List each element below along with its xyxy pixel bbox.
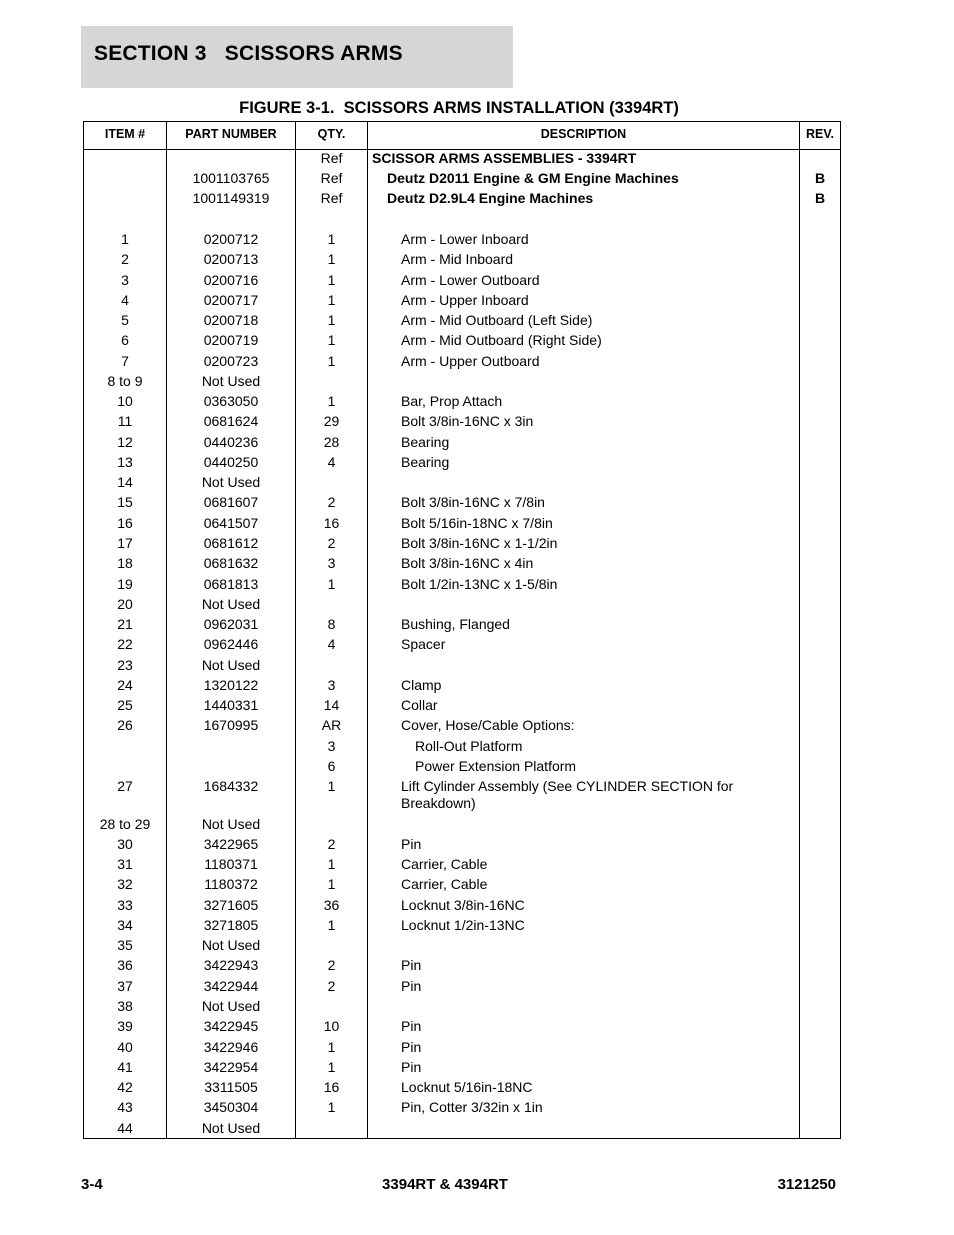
item-number-cell: 12 xyxy=(117,434,133,450)
item-number-cell: 25 xyxy=(117,697,133,713)
part-number-cell: 1180371 xyxy=(204,856,258,872)
part-number-cell: Not Used xyxy=(201,937,261,953)
rev-cell: B xyxy=(814,170,826,186)
item-number-cell: 26 xyxy=(117,717,133,733)
part-number-cell: 3422946 xyxy=(203,1039,259,1055)
description-cell: Collar xyxy=(401,697,438,713)
description-cell: Spacer xyxy=(401,636,446,652)
description-cell: Bolt 3/8in-16NC x 3in xyxy=(401,413,534,429)
part-number-cell: 1320122 xyxy=(203,677,259,693)
part-number-cell: Not Used xyxy=(201,816,261,832)
item-number-cell: 3 xyxy=(121,272,129,288)
item-number-cell: 21 xyxy=(117,616,133,632)
description-cell: Bolt 1/2in-13NC x 1-5/8in xyxy=(401,576,558,592)
qty-cell: 36 xyxy=(323,897,340,913)
part-number-cell: 0641507 xyxy=(203,515,259,531)
item-number-cell: 18 xyxy=(117,555,133,571)
footer-model: 3394RT & 4394RT xyxy=(382,1176,508,1193)
part-number-cell: 0363050 xyxy=(203,393,259,409)
item-number-cell: 8 to 9 xyxy=(107,373,143,389)
description-cell: Pin xyxy=(401,978,422,994)
description-cell: Deutz D2011 Engine & GM Engine Machines xyxy=(387,170,679,186)
part-number-cell: 0962031 xyxy=(203,616,259,632)
part-number-cell: 0200712 xyxy=(203,231,259,247)
item-number-cell: 10 xyxy=(117,393,133,409)
part-number-cell: 0440236 xyxy=(203,434,259,450)
qty-cell: 14 xyxy=(323,697,340,713)
qty-cell: 2 xyxy=(327,978,336,994)
qty-cell: Ref xyxy=(320,150,343,166)
description-cell: Roll-Out Platform xyxy=(415,738,523,754)
description-cell: Cover, Hose/Cable Options: xyxy=(401,717,575,733)
qty-cell: 4 xyxy=(327,636,336,652)
description-cell: Arm - Lower Inboard xyxy=(401,231,529,247)
description-cell: Arm - Mid Inboard xyxy=(401,251,514,267)
part-number-cell: 0681612 xyxy=(203,535,259,551)
part-number-cell: 0200723 xyxy=(203,353,259,369)
part-number-cell: 0681632 xyxy=(203,555,259,571)
qty-cell: 1 xyxy=(327,576,336,592)
description-cell: Arm - Lower Outboard xyxy=(401,272,540,288)
part-number-cell: 0962446 xyxy=(203,636,259,652)
qty-cell: 10 xyxy=(323,1018,340,1034)
qty-cell: 8 xyxy=(327,616,336,632)
item-number-cell: 14 xyxy=(117,474,133,490)
item-number-cell: 19 xyxy=(117,576,133,592)
item-number-cell: 44 xyxy=(117,1120,133,1136)
item-number-cell: 37 xyxy=(117,978,133,994)
part-number-cell: Not Used xyxy=(201,373,261,389)
description-cell: Pin xyxy=(401,836,422,852)
qty-cell: 1 xyxy=(327,312,336,328)
figure-title: FIGURE 3-1. SCISSORS ARMS INSTALLATION (3394RT) xyxy=(239,99,679,117)
parts-table xyxy=(83,121,841,1139)
part-number-cell: 1684332 xyxy=(203,778,259,794)
part-number-cell: 3422945 xyxy=(203,1018,259,1034)
qty-cell: 1 xyxy=(327,272,336,288)
item-number-cell: 28 to 29 xyxy=(99,816,151,832)
description-cell: Clamp xyxy=(401,677,442,693)
description-cell: Bearing xyxy=(401,434,450,450)
description-cell: SCISSOR ARMS ASSEMBLIES - 3394RT xyxy=(372,150,637,166)
qty-cell: 16 xyxy=(323,515,340,531)
column-divider xyxy=(799,122,800,1138)
item-number-cell: 34 xyxy=(117,917,133,933)
description-cell: Pin xyxy=(401,1059,422,1075)
description-cell: Pin xyxy=(401,1039,422,1055)
description-cell: Carrier, Cable xyxy=(401,856,488,872)
description-cell: Arm - Upper Inboard xyxy=(401,292,529,308)
description-cell: Arm - Upper Outboard xyxy=(401,353,540,369)
part-number-cell: Not Used xyxy=(201,596,261,612)
footer-page-number: 3-4 xyxy=(81,1176,103,1193)
qty-cell: 28 xyxy=(323,434,340,450)
item-number-cell: 4 xyxy=(121,292,129,308)
description-cell: Power Extension Platform xyxy=(415,758,577,774)
description-cell: Arm - Mid Outboard (Right Side) xyxy=(401,332,602,348)
part-number-cell: 3450304 xyxy=(203,1099,259,1115)
item-number-cell: 30 xyxy=(117,836,133,852)
item-number-cell: 40 xyxy=(117,1039,133,1055)
qty-cell: 6 xyxy=(327,758,336,774)
item-number-cell: 31 xyxy=(117,856,133,872)
description-cell: Carrier, Cable xyxy=(401,876,488,892)
qty-cell: 1 xyxy=(327,332,336,348)
part-number-cell: 1001149319 xyxy=(192,190,270,206)
qty-cell: 1 xyxy=(327,1099,336,1115)
qty-cell: Ref xyxy=(320,170,343,186)
part-number-cell: 3422943 xyxy=(203,957,259,973)
item-number-cell: 5 xyxy=(121,312,129,328)
part-number-cell: 3422965 xyxy=(203,836,259,852)
part-number-cell: 0200713 xyxy=(203,251,259,267)
description-cell: Bushing, Flanged xyxy=(401,616,510,632)
footer-doc-number: 3121250 xyxy=(777,1176,836,1193)
part-number-cell: Not Used xyxy=(201,474,261,490)
description-cell: Pin xyxy=(401,957,422,973)
item-number-cell: 15 xyxy=(117,494,133,510)
item-number-cell: 43 xyxy=(117,1099,133,1115)
qty-cell: 1 xyxy=(327,778,336,794)
description-cell: Deutz D2.9L4 Engine Machines xyxy=(387,190,594,206)
item-number-cell: 39 xyxy=(117,1018,133,1034)
item-number-cell: 36 xyxy=(117,957,133,973)
description-cell: Locknut 1/2in-13NC xyxy=(401,917,525,933)
item-number-cell: 32 xyxy=(117,876,133,892)
header-qty: QTY. xyxy=(317,127,346,141)
description-cell: Bolt 3/8in-16NC x 1-1/2in xyxy=(401,535,558,551)
qty-cell: 2 xyxy=(327,494,336,510)
part-number-cell: Not Used xyxy=(201,1120,261,1136)
qty-cell: 3 xyxy=(327,677,336,693)
qty-cell: 1 xyxy=(327,251,336,267)
column-divider xyxy=(367,122,368,1138)
header-part-number: PART NUMBER xyxy=(185,127,277,141)
qty-cell: Ref xyxy=(320,190,343,206)
part-number-cell: 0200716 xyxy=(203,272,259,288)
qty-cell: 1 xyxy=(327,876,336,892)
part-number-cell: 1670995 xyxy=(203,717,259,733)
description-cell: Bolt 5/16in-18NC x 7/8in xyxy=(401,515,553,531)
qty-cell: AR xyxy=(321,717,342,733)
part-number-cell: 3271805 xyxy=(203,917,259,933)
part-number-cell: 3422944 xyxy=(203,978,259,994)
header-item: ITEM # xyxy=(104,127,146,141)
qty-cell: 1 xyxy=(327,1039,336,1055)
item-number-cell: 1 xyxy=(121,231,129,247)
rev-cell: B xyxy=(814,190,826,206)
item-number-cell: 38 xyxy=(117,998,133,1014)
part-number-cell: 0681607 xyxy=(203,494,259,510)
item-number-cell: 20 xyxy=(117,596,133,612)
part-number-cell: 0200717 xyxy=(203,292,259,308)
description-cell: Locknut 3/8in-16NC xyxy=(401,897,525,913)
qty-cell: 2 xyxy=(327,535,336,551)
qty-cell: 1 xyxy=(327,1059,336,1075)
description-cell: Locknut 5/16in-18NC xyxy=(401,1079,533,1095)
qty-cell: 2 xyxy=(327,836,336,852)
description-cell: Bolt 3/8in-16NC x 7/8in xyxy=(401,494,545,510)
description-cell: Pin, Cotter 3/32in x 1in xyxy=(401,1099,543,1115)
description-cell: Bar, Prop Attach xyxy=(401,393,503,409)
item-number-cell: 11 xyxy=(117,413,133,429)
part-number-cell: 0200718 xyxy=(203,312,259,328)
description-cell: Bolt 3/8in-16NC x 4in xyxy=(401,555,534,571)
item-number-cell: 6 xyxy=(121,332,129,348)
description-cell: Lift Cylinder Assembly (See CYLINDER SECTION for Breakdown) xyxy=(401,778,734,811)
header-description: DESCRIPTION xyxy=(540,127,627,141)
part-number-cell: 3311505 xyxy=(204,1079,258,1095)
item-number-cell: 22 xyxy=(117,636,133,652)
item-number-cell: 23 xyxy=(117,657,133,673)
item-number-cell: 16 xyxy=(117,515,133,531)
qty-cell: 2 xyxy=(327,957,336,973)
part-number-cell: 1001103765 xyxy=(192,170,270,186)
item-number-cell: 13 xyxy=(117,454,133,470)
item-number-cell: 7 xyxy=(121,353,129,369)
qty-cell: 1 xyxy=(327,393,336,409)
part-number-cell: Not Used xyxy=(201,998,261,1014)
qty-cell: 3 xyxy=(327,738,336,754)
item-number-cell: 24 xyxy=(117,677,133,693)
item-number-cell: 42 xyxy=(117,1079,133,1095)
header-rev: REV. xyxy=(805,127,835,141)
qty-cell: 1 xyxy=(327,231,336,247)
qty-cell: 1 xyxy=(327,917,336,933)
description-cell: Bearing xyxy=(401,454,450,470)
qty-cell: 1 xyxy=(327,856,336,872)
qty-cell: 3 xyxy=(327,555,336,571)
item-number-cell: 33 xyxy=(117,897,133,913)
item-number-cell: 35 xyxy=(117,937,133,953)
qty-cell: 16 xyxy=(323,1079,340,1095)
item-number-cell: 41 xyxy=(117,1059,133,1075)
item-number-cell: 2 xyxy=(121,251,129,267)
description-cell: Arm - Mid Outboard (Left Side) xyxy=(401,312,593,328)
qty-cell: 1 xyxy=(327,292,336,308)
part-number-cell: 1440331 xyxy=(203,697,259,713)
part-number-cell: 0200719 xyxy=(203,332,259,348)
qty-cell: 1 xyxy=(327,353,336,369)
part-number-cell: 3271605 xyxy=(203,897,259,913)
part-number-cell: 1180372 xyxy=(204,876,258,892)
part-number-cell: 0681813 xyxy=(203,576,259,592)
part-number-cell: 0681624 xyxy=(203,413,259,429)
qty-cell: 29 xyxy=(323,413,340,429)
qty-cell: 4 xyxy=(327,454,336,470)
item-number-cell: 17 xyxy=(117,535,133,551)
description-cell: Pin xyxy=(401,1018,422,1034)
part-number-cell: 0440250 xyxy=(203,454,259,470)
item-number-cell: 27 xyxy=(117,778,133,794)
section-title: SECTION 3 SCISSORS ARMS xyxy=(94,42,403,65)
part-number-cell: Not Used xyxy=(201,657,261,673)
part-number-cell: 3422954 xyxy=(203,1059,259,1075)
section-header-band xyxy=(81,26,513,88)
